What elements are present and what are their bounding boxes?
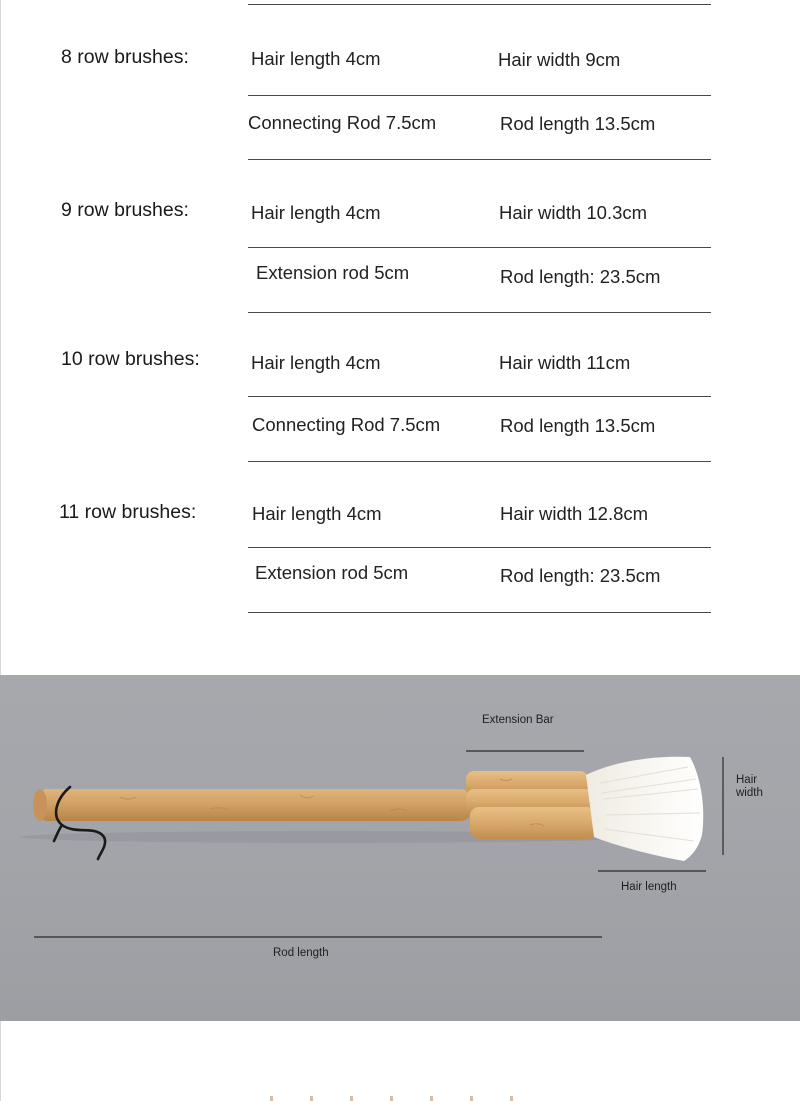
hair-width-label: Hair width <box>736 774 763 799</box>
rod-length-value: Rod length 13.5cm <box>500 415 656 436</box>
hair-length-value: Hair length 4cm <box>251 352 381 373</box>
table-divider <box>248 159 711 160</box>
hair-length-value: Hair length 4cm <box>251 48 381 69</box>
connecting-rod-value: Connecting Rod 7.5cm <box>248 112 437 133</box>
row-label-11: 11 row brushes: <box>59 501 197 523</box>
table-divider <box>248 95 711 96</box>
hair-length-value: Hair length 4cm <box>251 202 381 223</box>
extension-rod-value: Extension rod 5cm <box>255 562 409 583</box>
rod-length-value: Rod length 13.5cm <box>500 113 656 134</box>
hair-width-value: Hair width 9cm <box>498 49 621 70</box>
table-divider <box>248 312 711 313</box>
hair-width-value: Hair width 12.8cm <box>500 503 649 524</box>
brush-illustration <box>0 675 800 1021</box>
rod-length-label: Rod length <box>273 947 329 959</box>
hair-length-label: Hair length <box>621 881 677 893</box>
table-divider <box>248 461 711 462</box>
bristles <box>586 757 703 861</box>
rod-length-value: Rod length: 23.5cm <box>500 266 661 287</box>
hair-width-value: Hair width 11cm <box>499 352 631 373</box>
hair-length-value: Hair length 4cm <box>252 503 382 524</box>
table-divider <box>248 612 711 613</box>
table-divider <box>248 4 711 5</box>
extension-rod-value: Extension rod 5cm <box>256 262 410 283</box>
extension-bar-label: Extension Bar <box>482 714 554 726</box>
table-divider <box>248 547 711 548</box>
rod-length-value: Rod length: 23.5cm <box>500 565 661 586</box>
connecting-rod-value: Connecting Rod 7.5cm <box>252 414 441 435</box>
row-label-8: 8 row brushes: <box>61 46 189 68</box>
hair-width-value: Hair width 10.3cm <box>499 202 648 223</box>
row-label-10: 10 row brushes: <box>61 348 200 370</box>
rod <box>33 789 474 821</box>
row-label-9: 9 row brushes: <box>61 199 189 221</box>
ferrules <box>466 771 596 839</box>
brush-dimension-photo <box>0 675 800 1021</box>
table-divider <box>248 247 711 248</box>
next-image-edge <box>270 1096 530 1101</box>
table-divider <box>248 396 711 397</box>
